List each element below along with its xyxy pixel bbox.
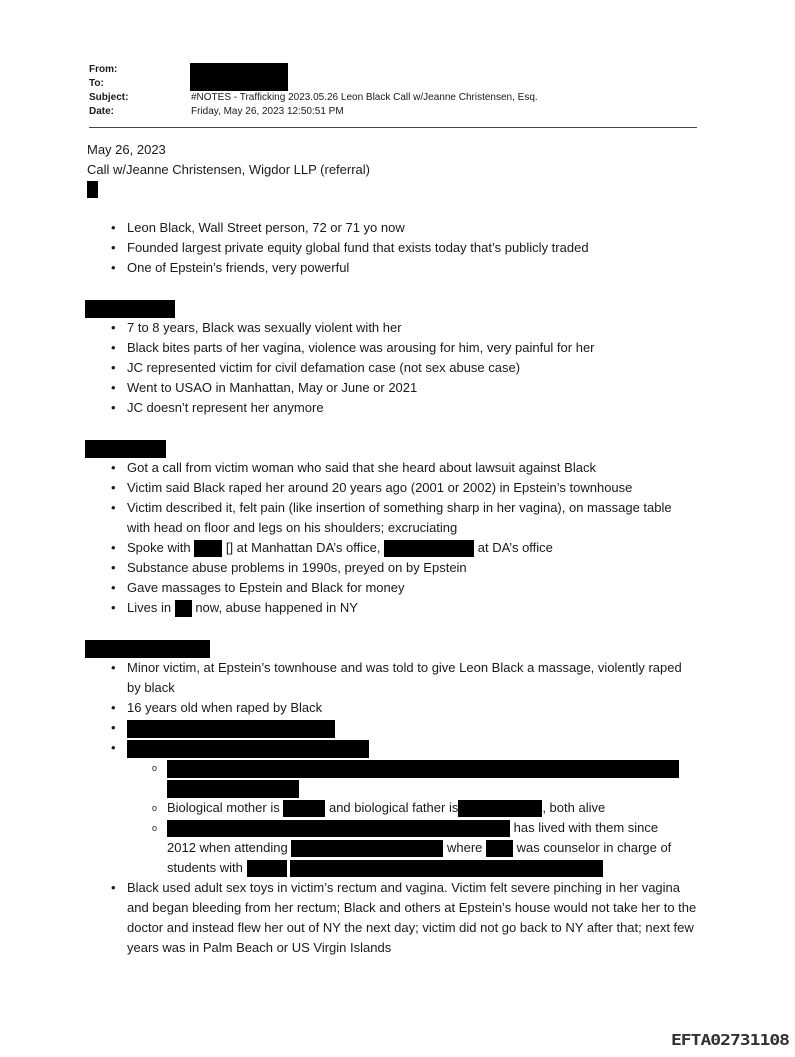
call-date: May 26, 2023: [87, 142, 166, 157]
date-label: Date:: [89, 106, 115, 117]
list-item: • Victim described it, felt pain (like insertion of something sharp in her vagina), on massage table with head on floor and legs on his shoulders; excruciating: [127, 498, 697, 538]
redaction: [167, 780, 299, 798]
list-item: • JC doesn’t represent her anymore: [127, 398, 697, 418]
redaction: [127, 740, 369, 758]
list-item: • Founded largest private equity global fund that exists today that’s publicly traded: [127, 238, 697, 258]
from-row: [89, 63, 697, 77]
redaction: [247, 860, 287, 877]
redaction: [167, 820, 510, 837]
redaction: [290, 860, 603, 877]
subject-label: Subject:: [89, 92, 129, 103]
redaction-heading-2: [85, 300, 175, 318]
date-value: Friday, May 26, 2023 12:50:51 PM: [191, 106, 344, 117]
redaction: [291, 840, 443, 857]
call-title: Call w/Jeanne Christensen, Wigdor LLP (referral): [87, 162, 370, 177]
subject-row: [89, 91, 697, 105]
list-item: • Black used adult sex toys in victim’s rectum and vagina. Victim felt severe pinching in her vagina and began bleeding from her rectum; Black and others at Epstein’s house would not take her to the doctor and instead flew her out of NY the next day; victim did not go back to NY after that; next few years was in Palm Beach or US Virgin Islands: [127, 878, 697, 958]
bates-stamp: EFTA02731108: [670, 1031, 789, 1050]
redaction: [458, 800, 542, 817]
list-item: • Black bites parts of her vagina, violence was arousing for him, very painful for her: [127, 338, 697, 358]
section-4-list: [127, 658, 697, 958]
list-item: [127, 738, 697, 878]
redaction: [283, 800, 325, 817]
from-label: From:: [89, 64, 118, 75]
list-item: • JC represented victim for civil defamation case (not sex abuse case): [127, 358, 697, 378]
to-label: To:: [89, 78, 104, 89]
list-item: [127, 718, 697, 738]
redaction-heading-4: [85, 640, 210, 658]
list-item: • One of Epstein’s friends, very powerful: [127, 258, 697, 278]
sub-list-item: o • Biological mother is and biological father is , both alive: [167, 798, 697, 818]
redaction: [384, 540, 474, 557]
section-2-list: [127, 318, 697, 418]
section-1-list: [127, 218, 697, 278]
sub-list: [167, 758, 697, 878]
redaction: [127, 720, 335, 738]
list-item: • Victim said Black raped her around 20 years ago (2001 or 2002) in Epstein’s townhouse: [127, 478, 697, 498]
list-item: • Leon Black, Wall Street person, 72 or 71 yo now: [127, 218, 697, 238]
list-item: • Minor victim, at Epstein’s townhouse and was told to give Leon Black a massage, violently raped by black: [127, 658, 697, 698]
sub-list-item: [167, 758, 697, 798]
email-header: [89, 63, 697, 119]
list-item: • Went to USAO in Manhattan, May or June or 2021: [127, 378, 697, 398]
date-row: [89, 105, 697, 119]
intro-block: [87, 140, 697, 180]
sub-list-item: o has lived with them since 2012 when attending where was counselor in charge of students with: [167, 818, 697, 878]
redaction: [167, 760, 679, 778]
list-item: • Substance abuse problems in 1990s, preyed on by Epstein: [127, 558, 697, 578]
list-item: • 7 to 8 years, Black was sexually violent with her: [127, 318, 697, 338]
subject-value: #NOTES - Trafficking 2023.05.26 Leon Black Call w/Jeanne Christensen, Esq.: [191, 92, 538, 103]
section-3-list: [127, 458, 697, 618]
redaction: [194, 540, 222, 557]
list-item: • Got a call from victim woman who said that she heard about lawsuit against Black: [127, 458, 697, 478]
redaction-heading-1: [87, 181, 98, 198]
list-item: • Spoke with [] at Manhattan DA’s office, at DA’s office: [127, 538, 697, 558]
list-item: • Gave massages to Epstein and Black for money: [127, 578, 697, 598]
list-item: • 16 years old when raped by Black: [127, 698, 697, 718]
redaction: [175, 600, 192, 617]
redaction-from-to: [190, 63, 288, 91]
redaction: [486, 840, 513, 857]
to-row: [89, 77, 697, 91]
list-item: • Lives in now, abuse happened in NY: [127, 598, 697, 618]
header-divider: [89, 127, 697, 128]
redaction-heading-3: [85, 440, 166, 458]
